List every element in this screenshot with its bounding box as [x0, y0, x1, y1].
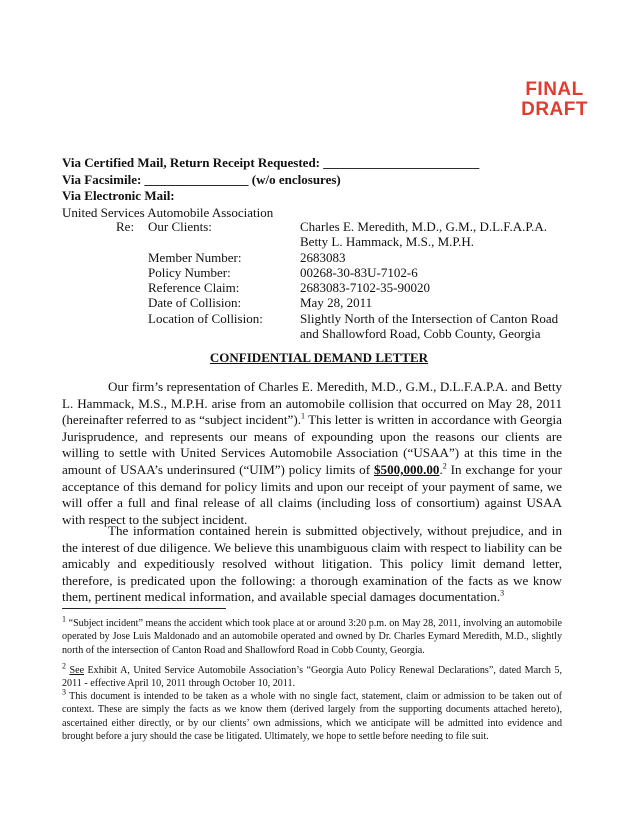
re-value: May 28, 2011: [300, 295, 373, 311]
footnote-2-text: Exhibit A, United Service Automobile Association’s “Georgia Auto Policy Renewal Declarations”, dated March 5, 2011 - effective April 10, 2011 through October 10, 2011.: [62, 665, 562, 690]
re-key: Location of Collision:: [148, 310, 263, 326]
re-block: [116, 219, 576, 341]
footnote-divider: [62, 608, 226, 609]
footnote-ref-3[interactable]: 3: [500, 589, 505, 599]
letter-title: CONFIDENTIAL DEMAND LETTER: [209, 350, 429, 365]
footnote-ref-1[interactable]: 1: [300, 411, 305, 421]
re-key: Policy Number:: [148, 264, 231, 280]
para2-text: The information contained herein is submitted objectively, without prejudice, and in the interest of due diligence. We believe this unambiguous claim with respect to liability can be amicably and expeditiously resolved without litigation. This policy limit demand letter, therefore, is predicated upon the following: a thorough examination of the facts as we know them, pertinent medical information, and available special damages documentation.: [62, 523, 562, 605]
final-draft-stamp: [521, 80, 588, 120]
footnote-2: [62, 661, 562, 691]
re-value: and Shallowford Road, Cobb County, Georgia: [300, 326, 541, 342]
re-value: Slightly North of the Intersection of Canton Road: [300, 310, 559, 326]
re-row: [116, 234, 576, 249]
footnote-ref-2[interactable]: 2: [442, 461, 447, 471]
para1-text-c: .: [439, 461, 443, 477]
re-value: 00268-30-83U-7102-6: [300, 264, 418, 280]
stamp-line-1: FINAL: [525, 79, 584, 100]
para1-text-a: Our firm’s representation of Charles E. Meredith, M.D., G.M., D.L.F.A.P.A. and Betty L. Hammack, M.S., M.P.H. arise from an automobile collision that occurred on May 28, 2011 (hereinafter referred to as “subject incident”).: [62, 379, 562, 428]
re-key: Our Clients:: [148, 219, 212, 234]
certified-mail-line: Via Certified Mail, Return Receipt Requested: ________________________: [62, 155, 480, 170]
electronic-mail-line: Via Electronic Mail:: [62, 188, 175, 203]
re-key: Reference Claim:: [148, 280, 240, 296]
stamp-line-2: DRAFT: [521, 99, 588, 120]
para1-text-b: This letter is written in accordance with Georgia Jurisprudence, and represents our means of expounding upon the reasons our clients are willing to settle with United Services Automobile Association (“USAA”) at this time in the amount of USAA’s underinsured (“UIM”) policy limits of: [62, 412, 562, 477]
re-row: [116, 295, 576, 310]
re-row: [116, 250, 576, 265]
footnote-1: [62, 614, 562, 657]
para1-text-d: In exchange for your acceptance of this demand for policy limits and upon our receipt of your payment of same, we will offer a full and final release of all claims (including loss of consortium) against USAA with respect to the subject incident.: [62, 461, 562, 527]
re-key: [148, 234, 300, 249]
footnote-3: [62, 687, 562, 744]
re-key: [148, 326, 300, 341]
re-row: [116, 311, 576, 326]
re-row: [116, 326, 576, 341]
re-value: 2683083: [300, 249, 346, 265]
footnote-3-text: This document is intended to be taken as a whole with no single fact, statement, claim or admission to be taken out of context. These are simply the facts as we know them (derived largely from the supporting documents attached hereto), ascertained either directly, or by our clients’ own admissions, which we anticipate will be admitted into evidence and brought before a jury should the case be litigated. Ultimately, we hope to settle before needing to file suit.: [62, 691, 562, 743]
re-row: [116, 265, 576, 280]
re-key: Date of Collision:: [148, 295, 242, 311]
re-value: 2683083-7102-35-90020: [300, 280, 430, 296]
re-value: Charles E. Meredith, M.D., G.M., D.L.F.A.P.A.: [300, 219, 548, 234]
paragraph-1: [62, 379, 562, 528]
footnote-2-number: 2: [62, 661, 66, 671]
re-row: [116, 280, 576, 295]
re-value: Betty L. Hammack, M.S., M.P.H.: [300, 234, 475, 250]
delivery-header: [62, 155, 582, 221]
re-key: Member Number:: [148, 249, 242, 265]
re-row: [116, 219, 576, 234]
paragraph-2: [62, 523, 562, 606]
facsimile-line: Via Facsimile: ________________ (w/o enclosures): [62, 171, 341, 187]
recipient-name: United Services Automobile Association: [62, 204, 274, 220]
footnote-2-see: See: [69, 665, 85, 676]
footnote-3-number: 3: [62, 687, 66, 697]
re-label: Re:: [116, 219, 135, 234]
footnote-1-text: “Subject incident” means the accident which took place at or around 3:20 p.m. on May 28, 2011, involving an automobile operated by Jose Luis Maldonado and an automobile operated and owned by Dr. Charles Eymard Meredith, M.D., slightly north of the intersection of Canton Road and Shallowford Road in Cobb County, Georgia.: [62, 618, 562, 656]
footnote-1-number: 1: [62, 614, 66, 624]
policy-limit-amount: $500,000.00: [374, 461, 440, 477]
